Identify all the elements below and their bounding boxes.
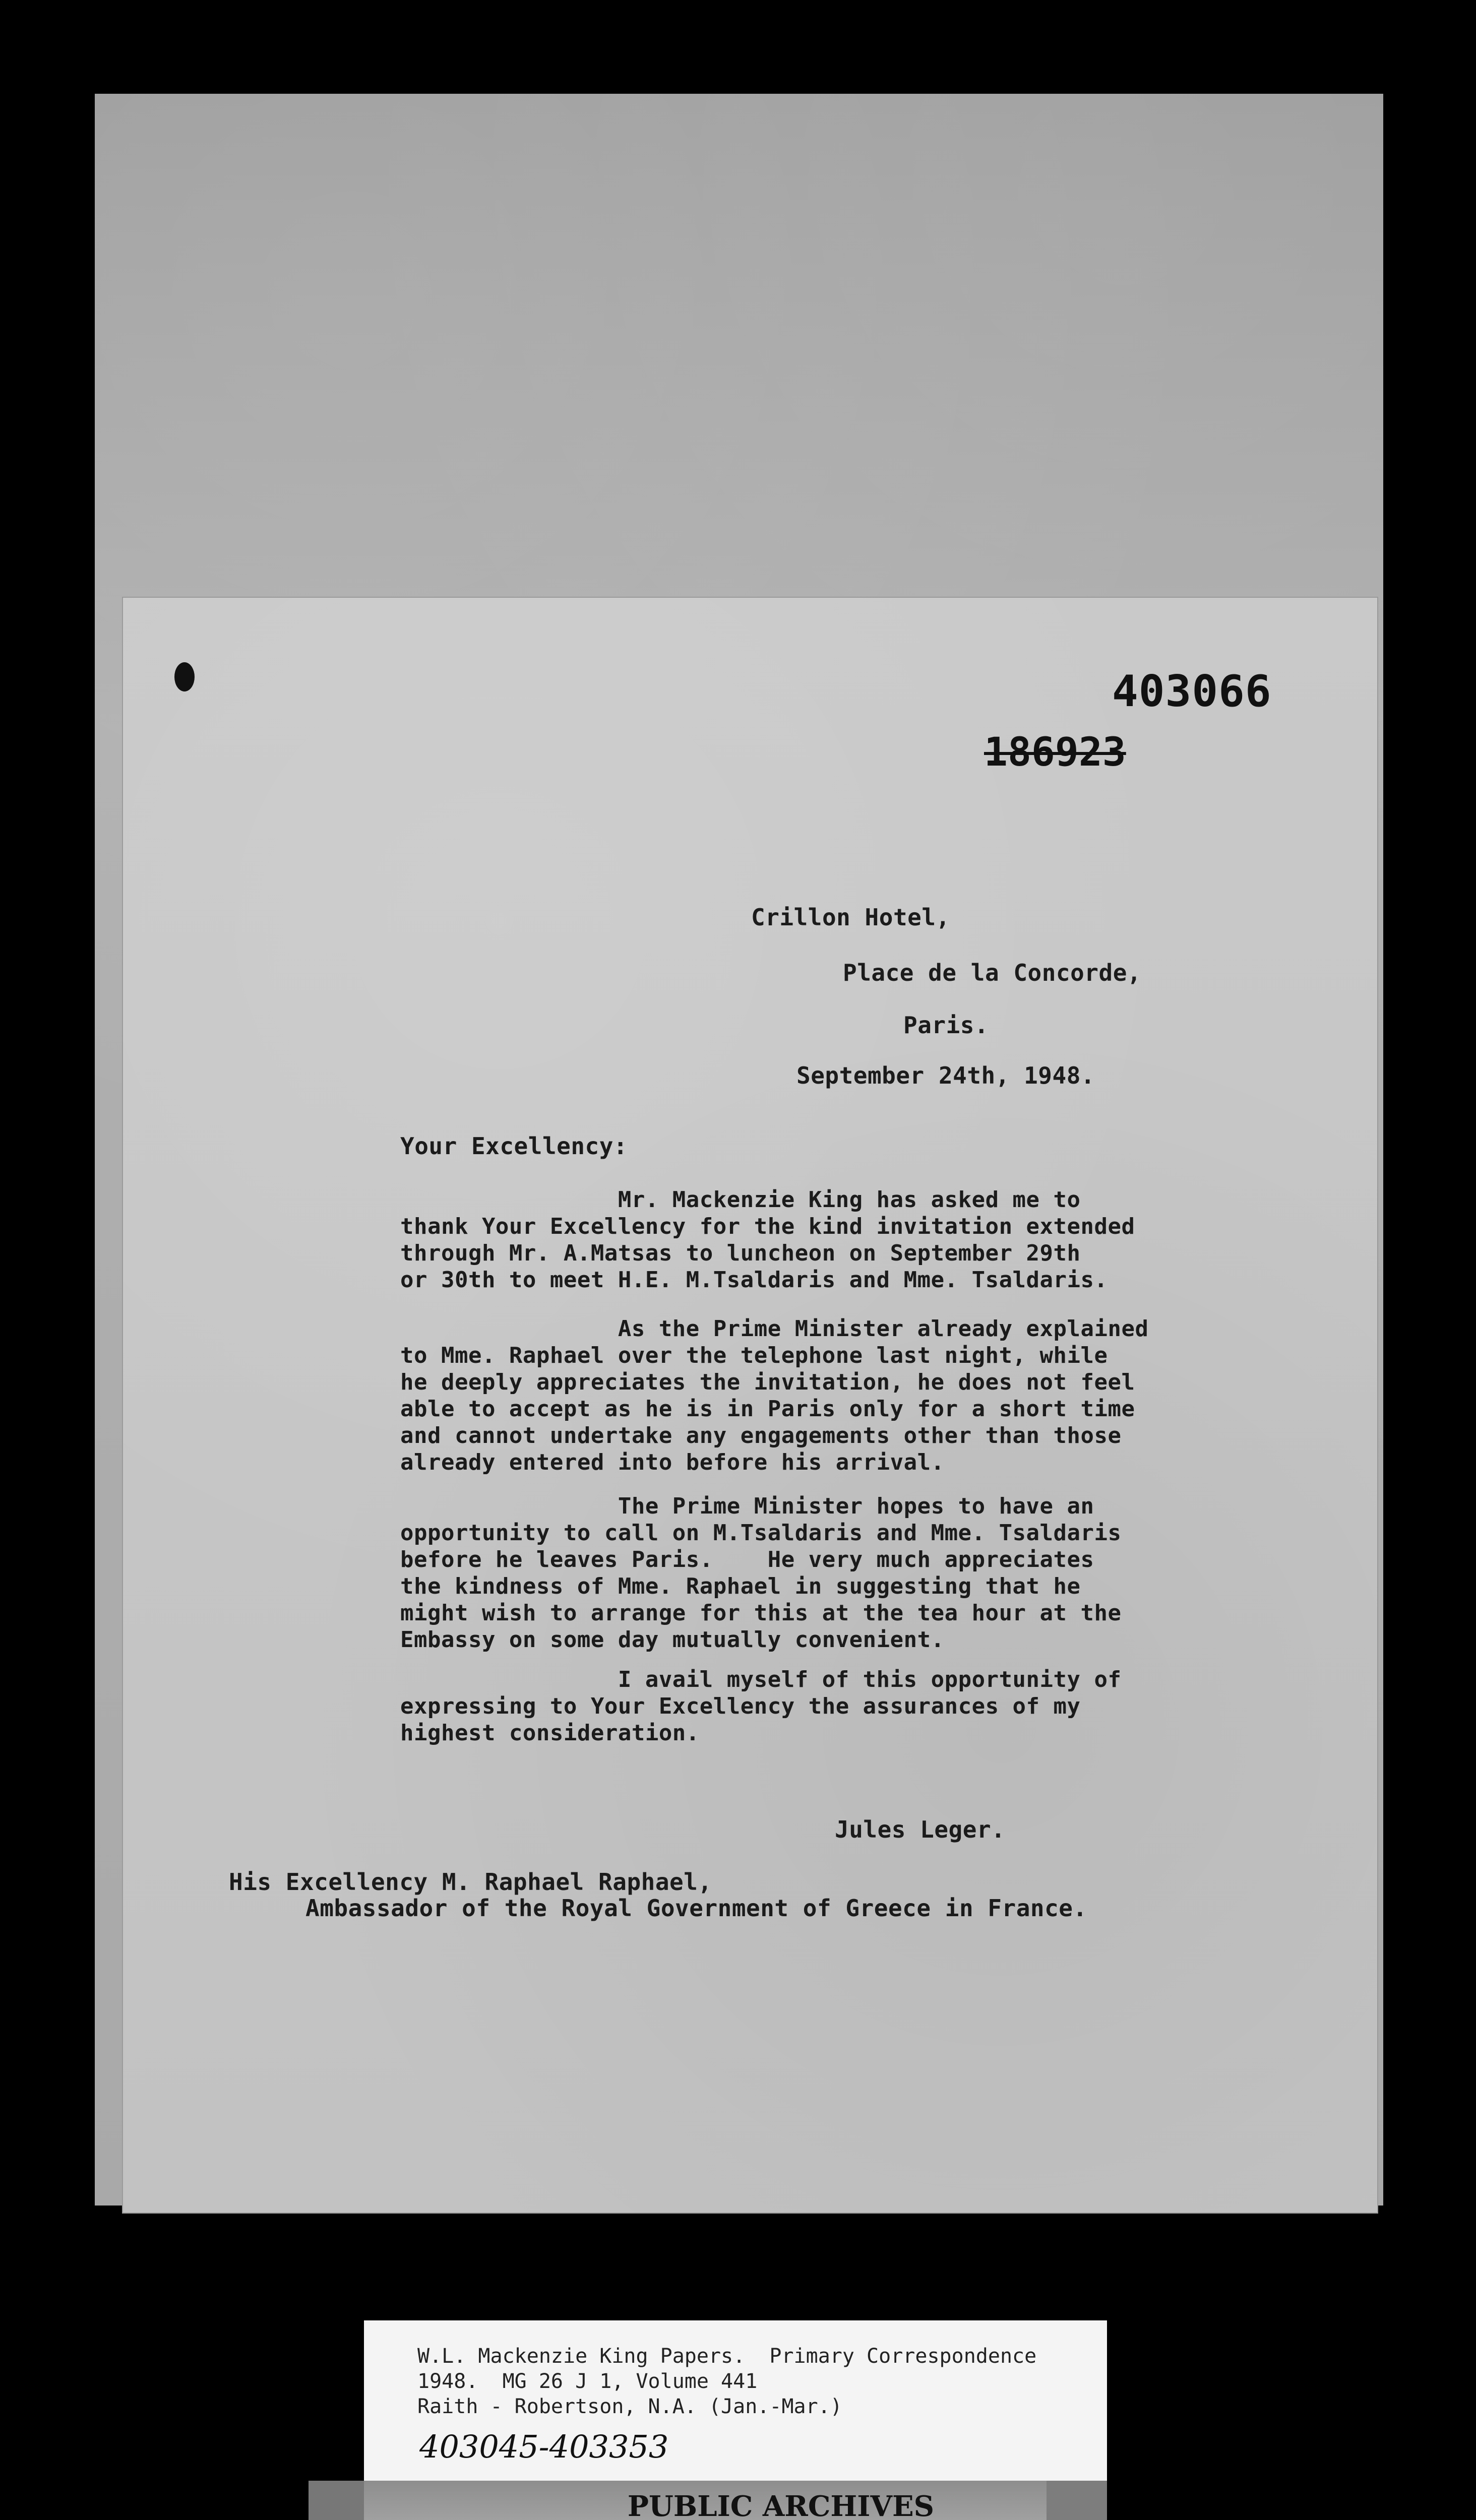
paragraph-line: I avail myself of this opportunity of — [400, 1667, 1122, 1692]
paragraph-line: expressing to Your Excellency the assurances of my — [400, 1693, 1081, 1719]
paragraph-line: through Mr. A.Matsas to luncheon on September 29th — [400, 1240, 1081, 1266]
paragraph-line: thank Your Excellency for the kind invitation extended — [400, 1214, 1135, 1239]
stamp-line-1: PUBLIC ARCHIVES — [627, 2490, 935, 2520]
paragraph-line: As the Prime Minister already explained — [400, 1316, 1149, 1342]
struck-old-number: 186923 — [984, 730, 1126, 775]
paragraph-line: and cannot undertake any engagements other than those — [400, 1423, 1122, 1448]
paragraph-line: to Mme. Raphael over the telephone last night, while — [400, 1343, 1108, 1368]
paragraph-line: Embassy on some day mutually convenient. — [400, 1627, 945, 1653]
stamp-band-left-edge — [309, 2481, 364, 2520]
punch-hole-mark — [174, 662, 195, 691]
label-line-3: Raith - Robertson, N.A. (Jan.-Mar.) — [417, 2395, 842, 2418]
paragraph-line: before he leaves Paris. He very much appreciates — [400, 1547, 1094, 1572]
addressee-line-1: His Excellency M. Raphael Raphael, — [229, 1868, 712, 1896]
address-line-1: Crillon Hotel, — [751, 904, 950, 931]
label-line-2: 1948. MG 26 J 1, Volume 441 — [417, 2370, 758, 2393]
salutation: Your Excellency: — [400, 1132, 628, 1160]
paragraph-line: able to accept as he is in Paris only for a short time — [400, 1396, 1135, 1422]
paragraph-line: he deeply appreciates the invitation, he does not feel — [400, 1369, 1135, 1395]
handwritten-range: 403045-403353 — [419, 2428, 669, 2465]
paragraph-line: might wish to arrange for this at the tea hour at the — [400, 1600, 1122, 1626]
paragraph-line: Mr. Mackenzie King has asked me to — [400, 1187, 1081, 1213]
archive-number: 403066 — [1112, 666, 1272, 717]
address-line-3: Paris. — [903, 1012, 989, 1039]
paragraph-line: or 30th to meet H.E. M.Tsaldaris and Mme. Tsaldaris. — [400, 1267, 1108, 1293]
paragraph-line: The Prime Minister hopes to have an — [400, 1493, 1094, 1519]
address-line-2: Place de la Concorde, — [843, 959, 1142, 986]
addressee-line-2: Ambassador of the Royal Government of Greece in France. — [305, 1895, 1087, 1922]
paragraph-line: the kindness of Mme. Raphael in suggesting that he — [400, 1573, 1081, 1599]
paragraph-line: highest consideration. — [400, 1720, 700, 1746]
letter-date: September 24th, 1948. — [796, 1062, 1095, 1089]
stamp-band-right-edge — [1047, 2481, 1107, 2520]
signature: Jules Leger. — [835, 1816, 1006, 1843]
label-line-1: W.L. Mackenzie King Papers. Primary Correspondence — [417, 2345, 1037, 2368]
paragraph-line: opportunity to call on M.Tsaldaris and Mme. Tsaldaris — [400, 1520, 1122, 1546]
paragraph-line: already entered into before his arrival. — [400, 1450, 945, 1475]
